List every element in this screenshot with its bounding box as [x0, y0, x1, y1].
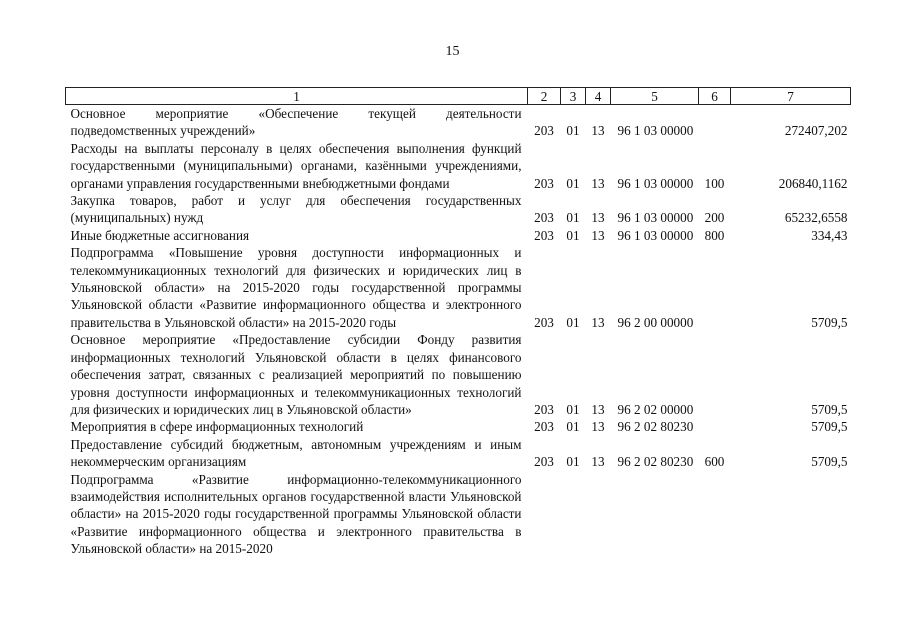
subsection-code-cell: 13	[591, 227, 605, 243]
section-code-cell: 01	[566, 419, 580, 435]
row-name-cell: Подпрограмма «Развитие информационно-телекоммуникационного взаимодействия исполнительных органов государственной власти Ульяновской области» на 2015-2020 годы государственной программы Ульяновской области «Развитие информационного общества и электронного правительства в Ульяновской области» на 2015-2020	[70, 471, 522, 557]
table-header-row	[66, 88, 851, 105]
amount-cell: 5709,5	[811, 314, 848, 330]
column-header-ministry: 2	[528, 88, 561, 105]
column-header-target: 5	[611, 88, 699, 105]
target-article-cell: 96 1 03 00000	[617, 123, 694, 139]
ministry-code-cell	[528, 471, 561, 558]
ministry-code-cell: 203	[534, 123, 554, 139]
expense-type-cell	[699, 471, 731, 558]
section-code-cell: 01	[566, 175, 580, 191]
amount-cell: 206840,1162	[778, 175, 848, 191]
table-row	[66, 105, 851, 140]
budget-table	[65, 87, 851, 558]
target-article-cell: 96 2 02 80230	[617, 454, 694, 470]
table-row	[66, 227, 851, 244]
column-header-amount: 7	[731, 88, 851, 105]
target-article-cell: 96 1 03 00000	[617, 227, 694, 243]
expense-type-cell	[699, 331, 731, 418]
row-name-cell: Закупка товаров, работ и услуг для обеспечения государственных (муниципальных) нужд	[70, 193, 522, 226]
section-code-cell: 01	[566, 210, 580, 226]
ministry-code-cell: 203	[534, 227, 554, 243]
row-name-cell: Предоставление субсидий бюджетным, автономным учреждениям и иным некоммерческим организациям	[70, 436, 522, 470]
section-code-cell: 01	[566, 454, 580, 470]
expense-type-cell: 800	[704, 227, 725, 243]
table-row	[66, 418, 851, 435]
amount-cell: 272407,202	[784, 123, 848, 139]
target-article-cell: 96 1 03 00000	[617, 175, 694, 191]
column-header-subsection: 4	[586, 88, 611, 105]
target-article-cell: 96 2 02 80230	[617, 419, 694, 435]
section-code-cell: 01	[566, 401, 580, 417]
row-name-cell: Иные бюджетные ассигнования	[70, 227, 250, 243]
target-article-cell: 96 2 00 00000	[617, 314, 694, 330]
expense-type-cell: 100	[704, 175, 725, 191]
amount-cell: 5709,5	[811, 454, 848, 470]
section-code-cell: 01	[566, 227, 580, 243]
subsection-code-cell: 13	[591, 314, 605, 330]
ministry-code-cell: 203	[534, 175, 554, 191]
ministry-code-cell: 203	[534, 314, 554, 330]
ministry-code-cell: 203	[534, 401, 554, 417]
ministry-code-cell: 203	[534, 210, 554, 226]
column-header-name: 1	[66, 88, 528, 105]
section-code-cell	[561, 471, 586, 558]
table-row	[66, 244, 851, 331]
amount-cell: 65232,6558	[784, 210, 848, 226]
expense-type-cell	[699, 418, 731, 435]
ministry-code-cell: 203	[534, 454, 554, 470]
target-article-cell	[611, 471, 699, 558]
expense-type-cell: 200	[704, 210, 725, 226]
column-header-section: 3	[561, 88, 586, 105]
section-code-cell: 01	[566, 123, 580, 139]
table-row	[66, 471, 851, 558]
subsection-code-cell	[586, 471, 611, 558]
subsection-code-cell: 13	[591, 401, 605, 417]
amount-cell: 5709,5	[811, 401, 848, 417]
target-article-cell: 96 1 03 00000	[617, 210, 694, 226]
row-name-cell: Основное мероприятие «Предоставление субсидии Фонду развития информационных технологий Ульяновской области в целях финансового обеспечения затрат, связанных с реализацией мероприятий по повышению уровня доступности информационных и телекоммуникационных технологий для физических и юридических лиц в Ульяновской области»	[70, 332, 522, 417]
row-name-cell: Расходы на выплаты персоналу в целях обеспечения выполнения функций государственными (муниципальными) органами, казёнными учреждениями, органами управления государственными внебюджетными фондами	[70, 140, 522, 191]
subsection-code-cell: 13	[591, 175, 605, 191]
ministry-code-cell: 203	[534, 419, 554, 435]
row-name-cell: Основное мероприятие «Обеспечение текущей деятельности подведомственных учреждений»	[70, 106, 522, 139]
subsection-code-cell: 13	[591, 123, 605, 139]
page-number: 15	[445, 44, 460, 59]
subsection-code-cell: 13	[591, 454, 605, 470]
table-row	[66, 436, 851, 471]
amount-cell: 5709,5	[811, 419, 848, 435]
amount-cell	[731, 471, 851, 558]
section-code-cell: 01	[566, 314, 580, 330]
table-row	[66, 140, 851, 192]
target-article-cell: 96 2 02 00000	[617, 401, 694, 417]
expense-type-cell	[699, 105, 731, 140]
table-row	[66, 331, 851, 418]
table-row	[66, 192, 851, 227]
column-header-expense-type: 6	[699, 88, 731, 105]
subsection-code-cell: 13	[591, 419, 605, 435]
subsection-code-cell: 13	[591, 210, 605, 226]
expense-type-cell: 600	[704, 454, 725, 470]
expense-type-cell	[699, 244, 731, 331]
amount-cell: 334,43	[811, 227, 848, 243]
row-name-cell: Подпрограмма «Повышение уровня доступности информационных и телекоммуникационных технологий для физических и юридических лиц в Ульяновской области» на 2015-2020 годы государственной программы Ульяновской области «Развитие информационного общества и электронного правительства в Ульяновской области» на 2015-2020 годы	[70, 245, 522, 330]
row-name-cell: Мероприятия в сфере информационных технологий	[70, 419, 364, 435]
